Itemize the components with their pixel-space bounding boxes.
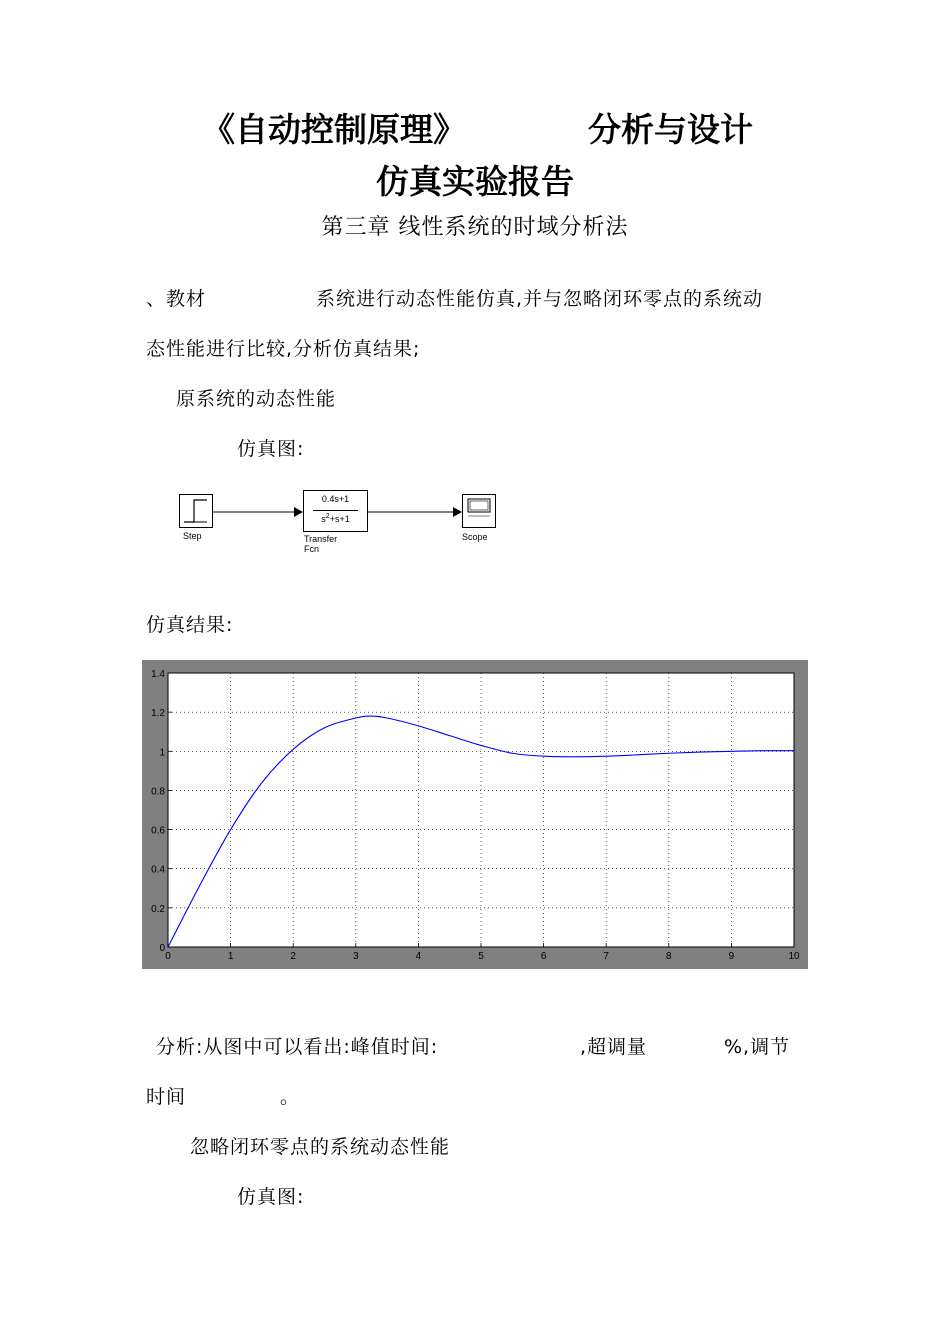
sim-result-label: 仿真结果: bbox=[146, 614, 234, 636]
y-tick-label: 0.8 bbox=[151, 786, 165, 798]
x-tick-label: 8 bbox=[666, 951, 672, 962]
y-tick-label: 0.2 bbox=[151, 903, 165, 915]
transfer-fcn-block bbox=[303, 490, 368, 532]
title-line2: 仿真实验报告 bbox=[376, 162, 574, 201]
y-tick-label: 1.4 bbox=[151, 669, 165, 680]
x-tick-label: 3 bbox=[353, 951, 359, 962]
tf-den-rest: +s+1 bbox=[329, 514, 350, 524]
step-icon bbox=[180, 495, 212, 527]
tf-den-base: s bbox=[321, 514, 326, 524]
x-tick-label: 4 bbox=[415, 951, 422, 962]
section1-heading: 原系统的动态性能 bbox=[176, 388, 337, 410]
section2-heading: 忽略闭环零点的系统动态性能 bbox=[190, 1136, 451, 1158]
x-tick-label: 7 bbox=[603, 951, 609, 962]
x-tick-label: 5 bbox=[478, 951, 484, 962]
title-right: 分析与设计 bbox=[588, 110, 753, 149]
x-tick-label: 0 bbox=[165, 951, 171, 962]
tf-den-exp: 2 bbox=[325, 513, 330, 520]
scope-chart bbox=[142, 660, 808, 969]
y-tick-label: 0 bbox=[159, 943, 165, 954]
sim-diagram-label: 仿真图: bbox=[237, 438, 305, 460]
subtitle: 第三章 线性系统的时域分析法 bbox=[321, 215, 629, 240]
para1-rest: 系统进行动态性能仿真,并与忽略闭环零点的系统动 bbox=[316, 288, 764, 310]
x-tick-label: 6 bbox=[540, 951, 547, 962]
x-tick-label: 1 bbox=[227, 951, 234, 962]
arrow-step-tf bbox=[212, 505, 304, 519]
analysis-text-b: ,超调量 bbox=[580, 1036, 648, 1058]
x-tick-label: 10 bbox=[788, 951, 800, 962]
y-tick-label: 0.6 bbox=[151, 825, 165, 837]
x-tick-label: 9 bbox=[728, 951, 735, 962]
tf-denominator bbox=[304, 513, 367, 524]
scope-block bbox=[462, 494, 496, 528]
scope-label: Scope bbox=[462, 532, 488, 542]
step-block bbox=[179, 494, 213, 528]
analysis-text-a: 分析:从图中可以看出:峰值时间: bbox=[156, 1036, 439, 1058]
step-label: Step bbox=[183, 531, 202, 541]
tf-fraction-bar bbox=[313, 510, 358, 511]
analysis-text-c: %,调节 bbox=[724, 1036, 791, 1058]
scope-icon bbox=[463, 495, 495, 527]
arrow-tf-scope bbox=[367, 505, 463, 519]
y-tick-label: 1 bbox=[159, 747, 165, 759]
analysis-line2-b: 。 bbox=[280, 1086, 301, 1108]
para1-start: 、教材 bbox=[146, 288, 207, 310]
transfer-fcn-label: Transfer Fcn bbox=[304, 534, 338, 554]
x-tick-label: 2 bbox=[290, 951, 296, 962]
y-tick-label: 1.2 bbox=[151, 708, 165, 720]
analysis-line2-a: 时间 bbox=[146, 1086, 187, 1108]
y-tick-label: 0.4 bbox=[151, 864, 165, 876]
section2-sim-label: 仿真图: bbox=[237, 1186, 305, 1208]
title-left: 《自动控制原理》 bbox=[202, 110, 466, 149]
para1-line2: 态性能进行比较,分析仿真结果; bbox=[146, 338, 421, 360]
tf-numerator: 0.4s+1 bbox=[321, 494, 350, 504]
